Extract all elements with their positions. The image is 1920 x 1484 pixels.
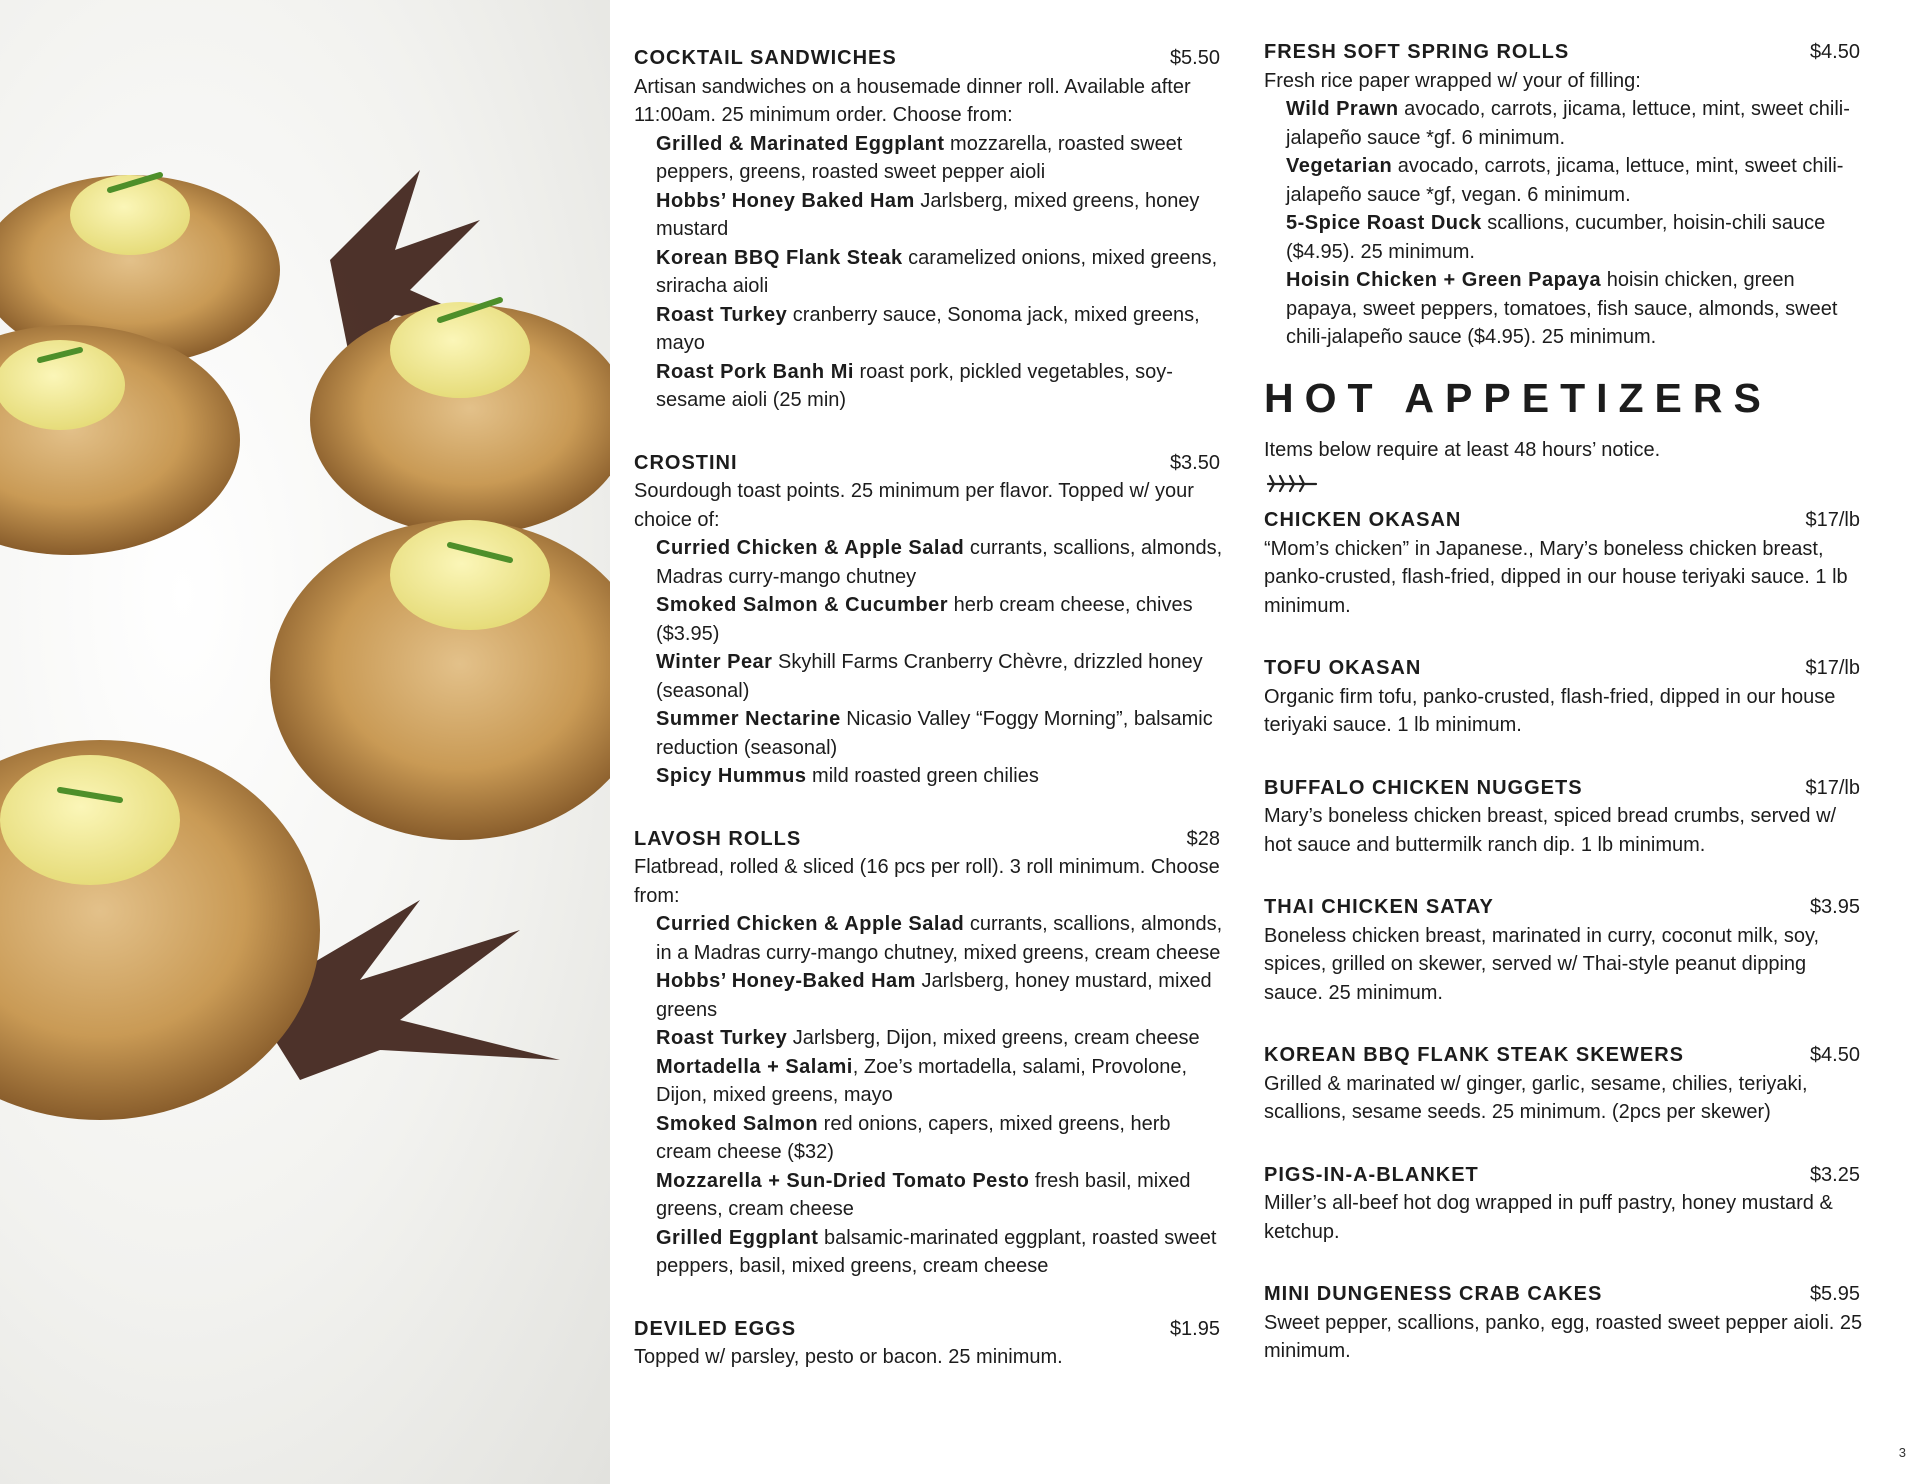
menu-item-pigs-in-a-blanket <box>1264 1161 1864 1247</box>
menu-item-tofu-okasan <box>1264 654 1864 740</box>
sub-option: Mortadella + Salami, Zoe’s mortadella, salami, Provolone, Dijon, mixed greens, mayo <box>656 1055 1188 1106</box>
menu-item-korean-bbq-skewers <box>1264 1041 1864 1127</box>
crab-cake-photo <box>0 0 610 1484</box>
sub-option: Curried Chicken & Apple Salad currants, scallions, almonds, Madras curry-mango chutney <box>656 537 1223 588</box>
item-name: COCKTAIL SANDWICHES <box>634 47 897 69</box>
sub-option: Hobbs’ Honey-Baked Ham Jarlsberg, honey mustard, mixed greens <box>656 970 1212 1021</box>
item-description: Grilled & marinated w/ ginger, garlic, sesame, chilies, teriyaki, scallions, sesame seeds. 25 minimum. (2pcs per skewer) <box>1264 1072 1808 1123</box>
item-description: Mary’s boneless chicken breast, spiced bread crumbs, served w/ hot sauce and buttermilk ranch dip. 1 lb minimum. <box>1264 805 1837 856</box>
item-price: $17/lb <box>1805 509 1860 531</box>
item-name: THAI CHICKEN SATAY <box>1264 896 1494 918</box>
item-name: TOFU OKASAN <box>1264 657 1422 679</box>
sub-option: Curried Chicken & Apple Salad currants, scallions, almonds, in a Madras curry-mango chutney, mixed greens, cream cheese <box>656 913 1223 964</box>
item-price: $3.95 <box>1809 896 1860 918</box>
sprig-icon <box>1264 470 1320 494</box>
left-menu-column <box>634 44 1224 1406</box>
item-description: Topped w/ parsley, pesto or bacon. 25 minimum. <box>634 1346 1063 1368</box>
menu-item-lavosh-rolls <box>634 825 1224 1281</box>
page-number: 3 <box>1898 1445 1906 1460</box>
sub-option: Grilled & Marinated Eggplant mozzarella, roasted sweet peppers, greens, roasted sweet pepper aioli <box>656 132 1183 183</box>
item-name: CHICKEN OKASAN <box>1264 509 1462 531</box>
sub-option: Winter Pear Skyhill Farms Cranberry Chèvre, drizzled honey (seasonal) <box>656 651 1203 702</box>
item-name: BUFFALO CHICKEN NUGGETS <box>1264 776 1583 799</box>
item-description: Fresh rice paper wrapped w/ your of filling: <box>1264 69 1641 92</box>
sub-option: Hoisin Chicken + Green Papaya hoisin chicken, green papaya, sweet peppers, tomatoes, fish sauce, almonds, sweet chili-jalapeño sauce ($4.95). 25 minimum. <box>1286 269 1838 348</box>
item-price: $4.50 <box>1809 41 1860 63</box>
sub-option: Grilled Eggplant balsamic-marinated eggplant, roasted sweet peppers, basil, mixed greens, cream cheese <box>656 1226 1217 1277</box>
advance-notice: Items below require at least 48 hours’ notice. <box>1264 438 1661 461</box>
item-description: Miller’s all-beef hot dog wrapped in puff pastry, honey mustard & ketchup. <box>1264 1192 1833 1243</box>
sub-option: Roast Pork Banh Mi roast pork, pickled vegetables, soy-sesame aioli (25 min) <box>656 360 1173 411</box>
sub-option: Roast Turkey Jarlsberg, Dijon, mixed greens, cream cheese <box>656 1027 1200 1049</box>
sub-option: Wild Prawn avocado, carrots, jicama, lettuce, mint, sweet chili-jalapeño sauce *gf. 6 minimum. <box>1286 98 1850 149</box>
item-description: Artisan sandwiches on a housemade dinner roll. Available after 11:00am. 25 minimum order. Choose from: <box>634 75 1191 126</box>
right-menu-column <box>1264 38 1864 1400</box>
sub-option: Hobbs’ Honey Baked Ham Jarlsberg, mixed greens, honey mustard <box>656 189 1200 240</box>
item-description: “Mom’s chicken” in Japanese., Mary’s boneless chicken breast, panko-crusted, flash-fried, dipped in our house teriyaki sauce. 1 lb minimum. <box>1264 537 1848 617</box>
sub-option: Vegetarian avocado, carrots, jicama, lettuce, mint, sweet chili-jalapeño sauce *gf, vegan. 6 minimum. <box>1286 155 1844 206</box>
item-price: $5.50 <box>1169 47 1220 69</box>
item-price: $17/lb <box>1805 657 1860 679</box>
section-title-hot-appetizers: HOT APPETIZERS <box>1264 374 1772 421</box>
sub-option: Summer Nectarine Nicasio Valley “Foggy Morning”, balsamic reduction (seasonal) <box>656 708 1213 759</box>
item-name: PIGS-IN-A-BLANKET <box>1264 1163 1479 1186</box>
item-name: KOREAN BBQ FLANK STEAK SKEWERS <box>1264 1044 1685 1066</box>
item-price: $4.50 <box>1809 1044 1860 1066</box>
item-price: $5.95 <box>1809 1283 1860 1305</box>
item-name: DEVILED EGGS <box>634 1317 797 1340</box>
item-name: FRESH SOFT SPRING ROLLS <box>1264 41 1570 63</box>
item-name: LAVOSH ROLLS <box>634 827 802 850</box>
item-price: $3.50 <box>1169 451 1220 474</box>
item-price: $17/lb <box>1805 776 1860 799</box>
item-description: Boneless chicken breast, marinated in curry, coconut milk, soy, spices, grilled on skewer, served w/ Thai-style peanut dipping sauce. 25 minimum. <box>1264 924 1820 1004</box>
item-price: $3.25 <box>1809 1163 1860 1186</box>
sub-option: Mozzarella + Sun-Dried Tomato Pesto fresh basil, mixed greens, cream cheese <box>656 1169 1191 1220</box>
item-price: $1.95 <box>1169 1317 1220 1340</box>
menu-item-cocktail-sandwiches <box>634 44 1224 415</box>
sub-option: 5-Spice Roast Duck scallions, cucumber, hoisin-chili sauce ($4.95). 25 minimum. <box>1286 212 1826 263</box>
item-description: Sourdough toast points. 25 minimum per flavor. Topped w/ your choice of: <box>634 480 1194 531</box>
sub-option: Spicy Hummus mild roasted green chilies <box>656 765 1039 787</box>
menu-item-crostini <box>634 449 1224 791</box>
item-description: Sweet pepper, scallions, panko, egg, roasted sweet pepper aioli. 25 minimum. <box>1264 1311 1863 1362</box>
photo-illustration <box>0 0 610 1484</box>
sub-option: Smoked Salmon & Cucumber herb cream cheese, chives ($3.95) <box>656 594 1193 645</box>
item-name: MINI DUNGENESS CRAB CAKES <box>1264 1283 1603 1305</box>
menu-item-buffalo-chicken-nuggets <box>1264 774 1864 860</box>
menu-item-thai-chicken-satay <box>1264 893 1864 1007</box>
menu-item-spring-rolls <box>1264 38 1864 352</box>
menu-item-deviled-eggs <box>634 1315 1224 1372</box>
menu-item-crab-cakes <box>1264 1280 1864 1366</box>
sub-option: Smoked Salmon red onions, capers, mixed greens, herb cream cheese ($32) <box>656 1112 1171 1163</box>
item-description: Organic firm tofu, panko-crusted, flash-fried, dipped in our house teriyaki sauce. 1 lb minimum. <box>1264 685 1836 736</box>
item-description: Flatbread, rolled & sliced (16 pcs per roll). 3 roll minimum. Choose from: <box>634 856 1220 907</box>
menu-item-chicken-okasan <box>1264 506 1864 620</box>
item-price: $28 <box>1186 827 1220 850</box>
sub-option: Korean BBQ Flank Steak caramelized onions, mixed greens, sriracha aioli <box>656 246 1218 297</box>
item-name: CROSTINI <box>634 451 738 474</box>
sub-option: Roast Turkey cranberry sauce, Sonoma jack, mixed greens, mayo <box>656 303 1200 354</box>
